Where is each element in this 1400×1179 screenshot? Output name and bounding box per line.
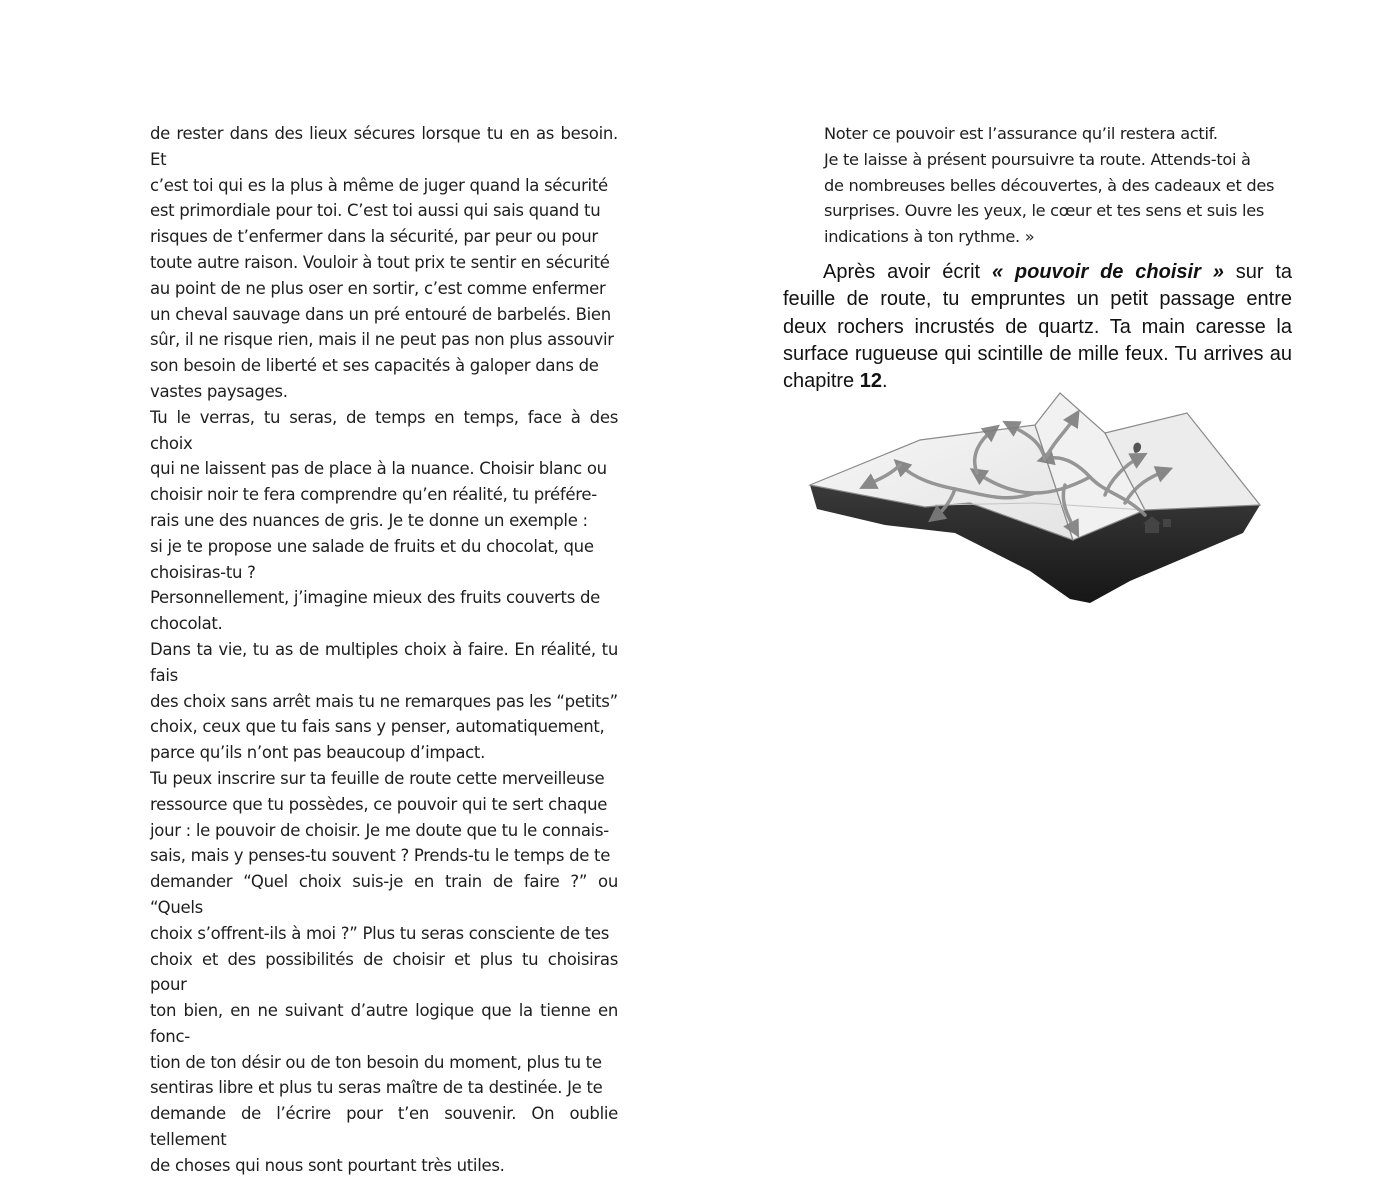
text-line: tion de ton désir ou de ton besoin du moment, plus tu te (150, 1052, 602, 1072)
narration-text: Après avoir écrit (823, 261, 992, 283)
text-line: ressource que tu possèdes, ce pouvoir qui te sert chaque (150, 794, 608, 814)
right-page (700, 0, 1400, 1115)
quote-line: indications à ton rythme. » (824, 227, 1035, 247)
text-line: demande de l’écrire pour t’en souvenir. On oublie tellement (150, 1104, 618, 1150)
quote-line: Noter ce pouvoir est l’assurance qu’il restera actif. (824, 124, 1218, 143)
text-line: rais une des nuances de gris. Je te donne un exemple : (150, 510, 588, 530)
text-line: est primordiale pour toi. C’est toi aussi qui sais quand tu (150, 201, 601, 221)
text-line: de choses qui nous sont pourtant très utiles. (150, 1155, 505, 1175)
text-line: sais, mais y penses-tu souvent ? Prends-tu le temps de te (150, 846, 611, 866)
text-line: risques de t’enfermer dans la sécurité, par peur ou pour (150, 227, 598, 247)
text-line: ton bien, en ne suivant d’autre logique que la tienne en fonc- (150, 1001, 618, 1046)
quote-line: Je te laisse à présent poursuivre ta route. Attends-toi à (824, 149, 1251, 169)
text-line: choisiras-tu ? (150, 562, 256, 582)
text-line: toute autre raison. Vouloir à tout prix te sentir en sécurité (150, 252, 610, 272)
text-line: sentiras libre et plus tu seras maître de ta destinée. Je te (150, 1078, 603, 1098)
text-line: Dans ta vie, tu as de multiples choix à faire. En réalité, tu fais (150, 639, 618, 685)
text-line: Tu le verras, tu seras, de temps en temps, face à des choix (150, 407, 618, 453)
chapter-number: 12 (859, 370, 882, 393)
text-line: parce qu’ils n’ont pas beaucoup d’impact. (150, 743, 486, 763)
text-line: Personnellement, j’imagine mieux des fruits couverts de (150, 588, 600, 608)
text-line: un cheval sauvage dans un pré entouré de barbelés. Bien (150, 304, 611, 324)
text-line: des choix sans arrêt mais tu ne remarques pas les “petits” (150, 691, 618, 711)
narration-emphasis: « pouvoir de choisir » (991, 261, 1224, 283)
open-map-illustration (805, 385, 1270, 610)
narration-paragraph (783, 259, 1292, 395)
text-line: demander “Quel choix suis-je en train de faire ?” ou “Quels (150, 872, 618, 917)
text-line: chocolat. (150, 614, 223, 634)
text-line: si je te propose une salade de fruits et du chocolat, que (150, 536, 594, 556)
text-line: de rester dans des lieux sécures lorsque tu en as besoin. Et (150, 124, 618, 169)
text-line: au point de ne plus oser en sortir, c’est comme enfermer (150, 278, 606, 298)
text-line: Tu peux inscrire sur ta feuille de route cette merveilleuse (150, 768, 605, 788)
left-body-text (150, 121, 618, 1179)
text-line: c’est toi qui es la plus à même de juger quand la sécurité (150, 175, 608, 195)
quote-block (824, 121, 1292, 250)
text-line: jour : le pouvoir de choisir. Je me doute que tu le connais- (150, 820, 609, 840)
text-line: qui ne laissent pas de place à la nuance. Choisir blanc ou (150, 459, 607, 479)
text-line: son besoin de liberté et ses capacités à galoper dans de (150, 356, 599, 376)
quote-line: de nombreuses belles découvertes, à des cadeaux et des (824, 175, 1275, 195)
text-line: vastes paysages. (150, 381, 288, 401)
text-line: choix et des possibilités de choisir et plus tu choisiras pour (150, 949, 618, 995)
text-line: choix s’offrent-ils à moi ?” Plus tu seras consciente de tes (150, 923, 610, 943)
narration-text: sur ta feuille de route, tu empruntes un petit passage entre deux rochers incrustés de quartz. Ta main caresse la surface rugueuse qui scintille de mille feux. Tu arrives au chapitre (783, 261, 1293, 393)
left-page (0, 0, 700, 1175)
narration-text: . (881, 370, 888, 393)
text-line: sûr, il ne risque rien, mais il ne peut pas non plus assouvir (150, 330, 614, 350)
text-line: choix, ceux que tu fais sans y penser, automatiquement, (150, 717, 605, 737)
quote-line: surprises. Ouvre les yeux, le cœur et tes sens et suis les (824, 201, 1264, 221)
text-line: choisir noir te fera comprendre qu’en réalité, tu préfére- (150, 485, 597, 505)
